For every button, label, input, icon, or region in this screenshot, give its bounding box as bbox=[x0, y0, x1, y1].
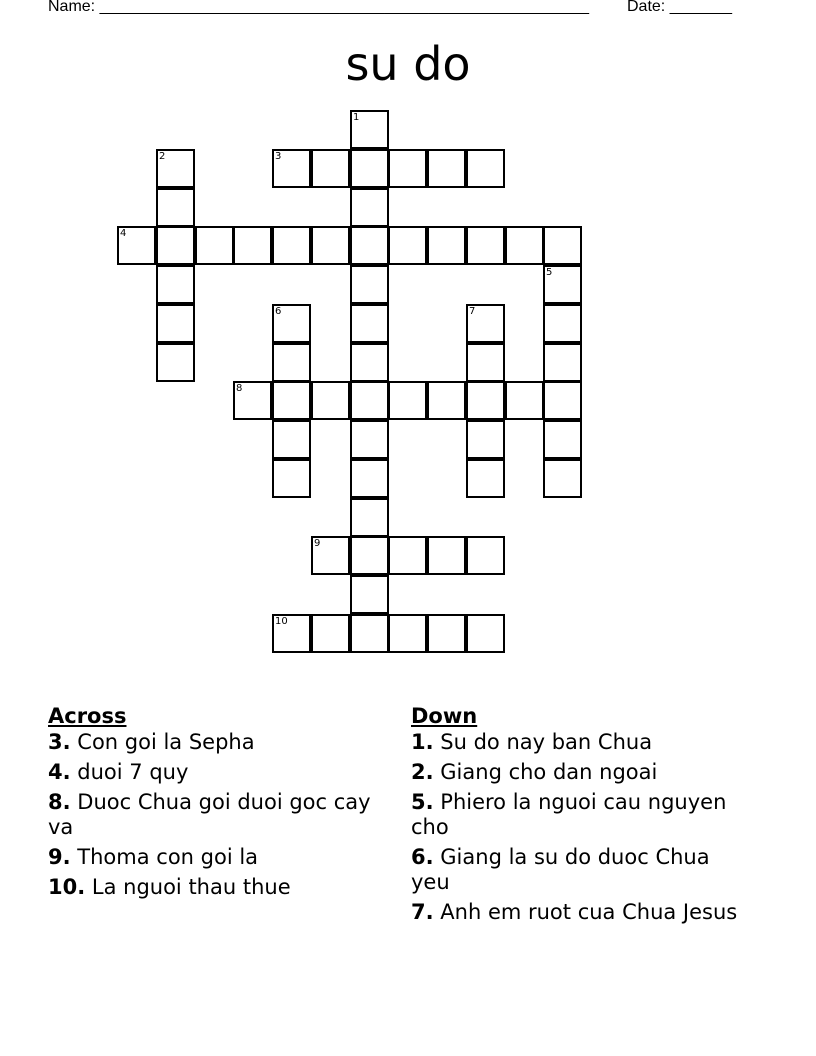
crossword-cell[interactable] bbox=[311, 149, 350, 188]
across-clue bbox=[48, 730, 378, 755]
crossword-cell[interactable] bbox=[427, 381, 466, 420]
crossword-cell[interactable] bbox=[350, 536, 389, 575]
crossword-cell[interactable] bbox=[466, 381, 505, 420]
crossword-cell[interactable] bbox=[311, 381, 350, 420]
clue-text: Giang la su do duoc Chua yeu bbox=[411, 845, 710, 894]
crossword-cell[interactable] bbox=[427, 226, 466, 265]
crossword-cell[interactable] bbox=[388, 536, 427, 575]
crossword-cell[interactable] bbox=[466, 459, 505, 498]
clue-text: Duoc Chua goi duoi goc cay va bbox=[48, 790, 371, 839]
clue-number-label: 3 bbox=[275, 151, 282, 162]
down-clues bbox=[411, 702, 741, 930]
crossword-cell[interactable] bbox=[466, 536, 505, 575]
crossword-cell[interactable] bbox=[350, 381, 389, 420]
crossword-cell[interactable] bbox=[350, 575, 389, 614]
across-clue bbox=[48, 790, 378, 840]
crossword-cell[interactable] bbox=[195, 226, 234, 265]
crossword-cell[interactable] bbox=[350, 343, 389, 382]
clue-number-label: 10 bbox=[275, 616, 288, 627]
crossword-cell[interactable] bbox=[505, 226, 544, 265]
crossword-cell[interactable] bbox=[311, 536, 350, 575]
crossword-cell[interactable] bbox=[311, 226, 350, 265]
clue-number: 5. bbox=[411, 790, 434, 814]
crossword-cell[interactable] bbox=[466, 420, 505, 459]
crossword-cell[interactable] bbox=[272, 304, 311, 343]
crossword-cell[interactable] bbox=[272, 614, 311, 653]
crossword-cell[interactable] bbox=[543, 226, 582, 265]
clue-number: 7. bbox=[411, 900, 434, 924]
across-clues bbox=[48, 702, 378, 905]
clue-text: Su do nay ban Chua bbox=[440, 730, 653, 754]
crossword-cell[interactable] bbox=[272, 459, 311, 498]
crossword-cell[interactable] bbox=[350, 498, 389, 537]
clue-number-label: 9 bbox=[314, 538, 321, 549]
clue-number: 1. bbox=[411, 730, 434, 754]
clue-number: 6. bbox=[411, 845, 434, 869]
crossword-cell[interactable] bbox=[156, 188, 195, 227]
crossword-cell[interactable] bbox=[156, 265, 195, 304]
crossword-cell[interactable] bbox=[350, 149, 389, 188]
crossword-cell[interactable] bbox=[350, 110, 389, 149]
crossword-cell[interactable] bbox=[272, 343, 311, 382]
crossword-cell[interactable] bbox=[350, 188, 389, 227]
name-line: Name: _______________________________________________________ bbox=[48, 0, 589, 15]
across-clue bbox=[48, 845, 378, 870]
down-clue bbox=[411, 845, 741, 895]
page-title: su do bbox=[345, 37, 471, 91]
across-clue bbox=[48, 760, 378, 785]
crossword-cell[interactable] bbox=[427, 536, 466, 575]
crossword-cell[interactable] bbox=[272, 420, 311, 459]
crossword-cell[interactable] bbox=[350, 304, 389, 343]
crossword-cell[interactable] bbox=[272, 381, 311, 420]
crossword-cell[interactable] bbox=[272, 149, 311, 188]
crossword-cell[interactable] bbox=[233, 381, 272, 420]
across-heading: Across bbox=[48, 704, 127, 728]
crossword-cell[interactable] bbox=[466, 304, 505, 343]
crossword-cell[interactable] bbox=[543, 420, 582, 459]
down-clue bbox=[411, 900, 741, 925]
crossword-cell[interactable] bbox=[156, 149, 195, 188]
crossword-cell[interactable] bbox=[388, 614, 427, 653]
clue-text: Thoma con goi la bbox=[77, 845, 259, 869]
clue-number-label: 6 bbox=[275, 306, 282, 317]
crossword-cell[interactable] bbox=[543, 304, 582, 343]
crossword-cell[interactable] bbox=[350, 265, 389, 304]
crossword-cell[interactable] bbox=[466, 149, 505, 188]
crossword-cell[interactable] bbox=[388, 381, 427, 420]
crossword-cell[interactable] bbox=[427, 614, 466, 653]
crossword-cell[interactable] bbox=[388, 149, 427, 188]
crossword-cell[interactable] bbox=[466, 614, 505, 653]
crossword-cell[interactable] bbox=[156, 304, 195, 343]
clue-text: Giang cho dan ngoai bbox=[440, 760, 658, 784]
crossword-cell[interactable] bbox=[350, 420, 389, 459]
crossword-cell[interactable] bbox=[272, 226, 311, 265]
crossword-cell[interactable] bbox=[427, 149, 466, 188]
clue-number-label: 1 bbox=[353, 112, 360, 123]
crossword-cell[interactable] bbox=[505, 381, 544, 420]
clue-number: 4. bbox=[48, 760, 71, 784]
down-heading: Down bbox=[411, 704, 478, 728]
clue-text: duoi 7 quy bbox=[77, 760, 189, 784]
date-line: Date: _______ bbox=[627, 0, 732, 15]
crossword-cell[interactable] bbox=[466, 343, 505, 382]
crossword-cell[interactable] bbox=[156, 226, 195, 265]
crossword-cell[interactable] bbox=[233, 226, 272, 265]
clue-number: 2. bbox=[411, 760, 434, 784]
crossword-cell[interactable] bbox=[543, 381, 582, 420]
clue-text: Phiero la nguoi cau nguyen cho bbox=[411, 790, 727, 839]
down-clue bbox=[411, 790, 741, 840]
crossword-cell[interactable] bbox=[156, 343, 195, 382]
crossword-cell[interactable] bbox=[543, 459, 582, 498]
crossword-cell[interactable] bbox=[543, 265, 582, 304]
down-clue bbox=[411, 760, 741, 785]
down-clue bbox=[411, 730, 741, 755]
crossword-cell[interactable] bbox=[543, 343, 582, 382]
clue-text: La nguoi thau thue bbox=[91, 875, 291, 899]
clue-number: 10. bbox=[48, 875, 86, 899]
crossword-cell[interactable] bbox=[388, 226, 427, 265]
across-clue bbox=[48, 875, 378, 900]
crossword-cell[interactable] bbox=[350, 614, 389, 653]
clue-text: Anh em ruot cua Chua Jesus bbox=[440, 900, 738, 924]
clue-number-label: 5 bbox=[546, 267, 553, 278]
clue-number-label: 7 bbox=[469, 306, 476, 317]
crossword-cell[interactable] bbox=[350, 459, 389, 498]
clue-number-label: 8 bbox=[236, 383, 243, 394]
clue-number: 8. bbox=[48, 790, 71, 814]
crossword-cell[interactable] bbox=[350, 226, 389, 265]
clue-number-label: 4 bbox=[120, 228, 127, 239]
clue-number-label: 2 bbox=[159, 151, 166, 162]
clue-number: 9. bbox=[48, 845, 71, 869]
clue-text: Con goi la Sepha bbox=[77, 730, 255, 754]
crossword-cell[interactable] bbox=[311, 614, 350, 653]
crossword-cell[interactable] bbox=[466, 226, 505, 265]
clue-number: 3. bbox=[48, 730, 71, 754]
crossword-cell[interactable] bbox=[117, 226, 156, 265]
